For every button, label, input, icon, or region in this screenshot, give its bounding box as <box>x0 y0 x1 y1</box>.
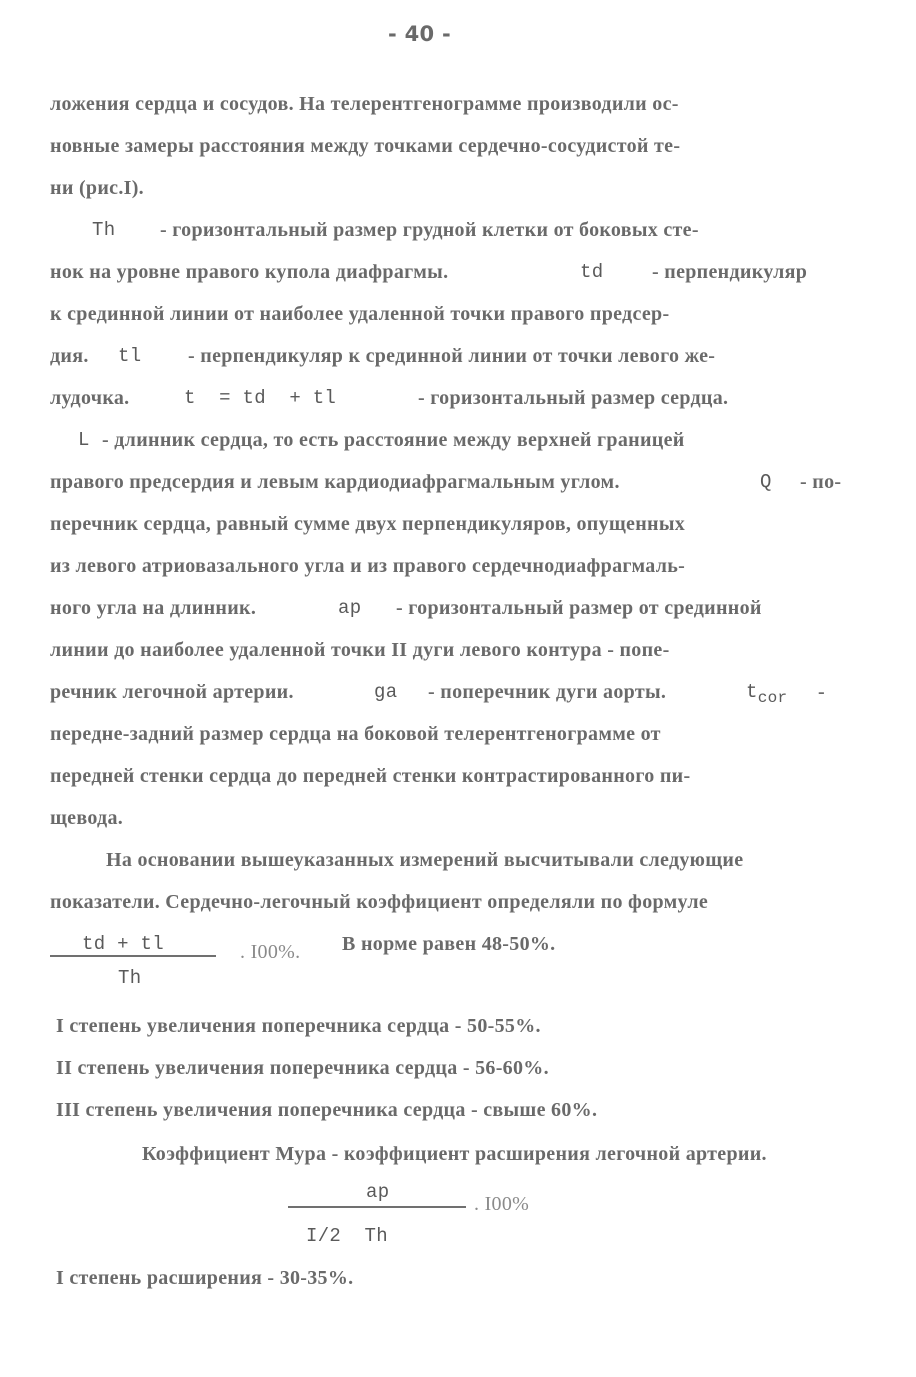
text-line: Коэффициент Мура - коэффициент расширения легочной артерии. <box>142 1143 767 1165</box>
text-line: передней стенки сердца до передней стенки контрастированного пи- <box>50 765 691 787</box>
text-line: ни (рис.I). <box>50 177 144 199</box>
text-line: правого предсердия и левым кардиодиафрагмальным углом. <box>50 471 620 493</box>
text-line: - <box>818 681 825 703</box>
text-line: показатели. Сердечно-легочный коэффициент определяли по формуле <box>50 891 709 913</box>
text-line: щевода. <box>50 807 124 829</box>
formula-t: t = td + tl <box>184 387 337 409</box>
tcor-subscript: cor <box>757 688 788 707</box>
symbol-td: td <box>580 261 604 283</box>
fraction-multiplier: . I00%. <box>240 941 301 963</box>
symbol-L: L <box>78 429 90 451</box>
text-line: - по- <box>800 471 842 493</box>
degree-line: II степень увеличения поперечника сердца - 56-60%. <box>56 1057 549 1079</box>
text-line: ложения сердца и сосудов. На телерентгенограмме производили ос- <box>50 93 679 115</box>
text-line: - длинник сердца, то есть расстояние между верхней границей <box>102 429 685 451</box>
symbol-ga: ga <box>374 681 398 703</box>
text-line: - горизонтальный размер грудной клетки от боковых сте- <box>160 219 699 241</box>
text-line: передне-задний размер сердца на боковой телерентгенограмме от <box>50 723 661 745</box>
text-line: дия. <box>50 345 89 367</box>
text-line: перечник сердца, равный сумме двух перпендикуляров, опущенных <box>50 513 686 535</box>
text-line: речник легочной артерии. <box>50 681 294 703</box>
text-line: На основании вышеуказанных измерений высчитывали следующие <box>106 849 744 871</box>
fraction-numerator: td + tl <box>82 933 164 955</box>
fraction-denominator: I/2 Th <box>306 1225 388 1247</box>
text-line: линии до наиболее удаленной точки II дуги левого контура - попе- <box>50 639 670 661</box>
symbol-Q: Q <box>760 471 772 493</box>
tcor-letter: t <box>746 681 758 703</box>
symbol-th: Th <box>92 219 116 241</box>
symbol-tcor <box>746 680 787 710</box>
fraction-bar <box>50 955 216 957</box>
symbol-ap: ap <box>338 597 362 619</box>
degree-line: I степень расширения - 30-35%. <box>56 1267 354 1289</box>
text-line: - горизонтальный размер сердца. <box>418 387 729 409</box>
fraction-bar <box>288 1206 466 1208</box>
text-line: нок на уровне правого купола диафрагмы. <box>50 261 449 283</box>
text-line: - поперечник дуги аорты. <box>428 681 667 703</box>
fraction-multiplier: . I00% <box>474 1193 530 1215</box>
symbol-tl: tl <box>118 345 142 367</box>
text-line: новные замеры расстояния между точками сердечно-сосудистой те- <box>50 135 681 157</box>
degree-line: III степень увеличения поперечника сердца - свыше 60%. <box>56 1099 598 1121</box>
degree-line: I степень увеличения поперечника сердца - 50-55%. <box>56 1015 541 1037</box>
text-line: - перпендикуляр к срединной линии от точки левого же- <box>188 345 716 367</box>
fraction-denominator: Th <box>118 967 142 989</box>
page-number: - 40 - <box>388 22 452 46</box>
fraction-numerator: ap <box>366 1181 390 1203</box>
text-line: к срединной линии от наиболее удаленной точки правого предсер- <box>50 303 670 325</box>
norm-note: В норме равен 48-50%. <box>342 933 556 955</box>
text-line: - перпендикуляр <box>652 261 808 283</box>
text-line: ного угла на длинник. <box>50 597 257 619</box>
text-line: из левого атриовазального угла и из правого сердечнодиафрагмаль- <box>50 555 686 577</box>
text-line: лудочка. <box>50 387 130 409</box>
text-line: - горизонтальный размер от срединной <box>396 597 762 619</box>
